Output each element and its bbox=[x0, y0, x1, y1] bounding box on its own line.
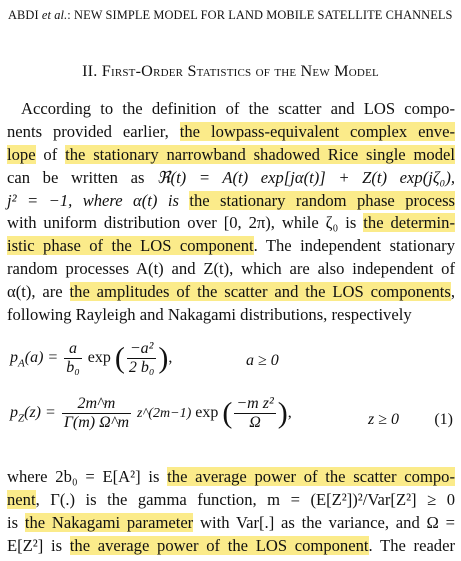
eq-pa-exp-den: 2 b₀ bbox=[128, 359, 155, 376]
p1-line-9-comma: , bbox=[450, 282, 455, 302]
p1-line-2-text: nents provided earlier, bbox=[7, 121, 180, 141]
eq-pz-num: 2m^m bbox=[62, 395, 131, 414]
eq-pz-sub: Z bbox=[18, 412, 25, 425]
p1-line-4 bbox=[7, 167, 455, 190]
p1-line-9-text: α(t), are bbox=[7, 282, 70, 302]
p1-line-5 bbox=[7, 190, 455, 213]
p2-line-1-text: where 2b₀ = E[A²] is bbox=[7, 467, 168, 486]
p1-line-8-text: random processes A(t) and Z(t), which are also independent of bbox=[7, 259, 455, 279]
paragraph-2 bbox=[7, 466, 455, 558]
highlight-random-phase-process: the stationary random phase process bbox=[189, 190, 455, 210]
equation-number: (1) bbox=[434, 411, 453, 428]
section-title bbox=[0, 62, 461, 81]
p2-line-4-text-b: . The reader bbox=[368, 535, 455, 555]
p1-line-6-text: with uniform distribution over [0, 2π), while ζ₀ is bbox=[7, 213, 364, 233]
highlight-complex-envelope-2: lope bbox=[7, 144, 36, 164]
highlight-complex-envelope-1: the lowpass-equivalent complex enve- bbox=[179, 121, 455, 141]
envelope-formula: ℜ(t) = A(t) exp[jα(t)] + Z(t) exp(jζ₀), bbox=[157, 167, 456, 187]
p1-line-2 bbox=[7, 121, 455, 144]
eq-pa-rparen: ) bbox=[158, 341, 169, 375]
p2-line-2 bbox=[7, 489, 455, 512]
highlight-deterministic-phase-2: istic phase of the LOS component bbox=[7, 236, 254, 256]
p2-line-3 bbox=[7, 512, 455, 535]
highlight-los-power: the average power of the LOS component bbox=[69, 535, 369, 555]
p1-line-5-text: j² = −1, where α(t) is bbox=[7, 190, 190, 210]
eq-pz-symbol: p bbox=[10, 404, 18, 422]
eq-pz-frac bbox=[62, 395, 131, 432]
eq-pa-num: a bbox=[64, 340, 82, 359]
eq-pz-exp-den: Ω bbox=[249, 414, 261, 431]
eq-pa-exp-num: −a² bbox=[127, 340, 157, 359]
p1-line-3-text: of bbox=[35, 144, 66, 164]
p1-line-3 bbox=[7, 144, 455, 167]
eq-pa-symbol: p bbox=[10, 349, 18, 367]
p1-line-9 bbox=[7, 281, 455, 304]
eq-pa-den: b₀ bbox=[66, 359, 80, 376]
p1-line-8 bbox=[7, 258, 455, 281]
p1-line-7-text: . The independent stationary bbox=[253, 236, 456, 256]
highlight-deterministic-phase-1: the determin- bbox=[363, 213, 455, 233]
p2-line-3-text-a: is bbox=[7, 512, 25, 532]
eq-pa-frac bbox=[64, 340, 82, 377]
running-head bbox=[8, 8, 458, 23]
eq-pz-condition: z ≥ 0 bbox=[368, 411, 400, 428]
eq-pz-exp-frac bbox=[234, 395, 275, 432]
eq-pa-exp: exp bbox=[87, 349, 111, 367]
highlight-nakagami-parameter: the Nakagami parameter bbox=[24, 512, 194, 532]
running-head-title: : NEW SIMPLE MODEL FOR LAND MOBILE SATELLITE CHANNELS bbox=[67, 8, 453, 22]
eq-pa-sub: A bbox=[18, 357, 25, 370]
eq-pa-exp-frac bbox=[127, 340, 157, 377]
eq-pa-lparen: ( bbox=[114, 341, 125, 375]
eq-pa-arg: (a) = bbox=[24, 349, 59, 367]
running-head-etal: et al. bbox=[41, 8, 68, 22]
p1-line-6 bbox=[7, 212, 455, 235]
p1-line-7 bbox=[7, 235, 455, 258]
running-head-authors: ABDI bbox=[8, 8, 39, 22]
eq-pz-rparen: ) bbox=[277, 396, 288, 430]
equation-pa bbox=[10, 340, 455, 384]
p1-line-4-text: can be written as bbox=[7, 167, 158, 187]
p2-line-4-text-a: E[Z²] is bbox=[7, 535, 70, 555]
eq-pz-lparen: ( bbox=[222, 396, 233, 430]
eq-pz-exp: exp bbox=[195, 404, 219, 422]
eq-pz-comma: , bbox=[287, 404, 292, 422]
eq-pz-power: z^(2m−1) bbox=[137, 406, 192, 422]
p2-line-4 bbox=[7, 535, 455, 558]
equation-pz bbox=[10, 395, 455, 447]
p1-line-10-text: following Rayleigh and Nakagami distributions, respectively bbox=[7, 305, 412, 325]
p1-line-10 bbox=[7, 304, 455, 327]
section-title-text: II. First-Order Statistics of the New Model bbox=[82, 62, 379, 80]
highlight-scatter-power-1: the average power of the scatter compo- bbox=[167, 467, 455, 486]
p1-line-1 bbox=[7, 98, 455, 121]
highlight-shadowed-rice-model: the stationary narrowband shadowed Rice single model bbox=[65, 144, 455, 164]
eq-pz-den: Γ(m) Ω^m bbox=[63, 414, 129, 431]
p2-line-3-text-b: with Var[.] as the variance, and Ω = bbox=[193, 512, 455, 532]
p2-line-1 bbox=[7, 466, 455, 489]
highlight-amplitudes: the amplitudes of the scatter and the LOS components bbox=[69, 282, 451, 302]
paragraph-1 bbox=[7, 98, 455, 327]
p1-line-1-text: According to the definition of the scatter and LOS compo- bbox=[21, 99, 455, 118]
eq-pz-exp-num: −m z² bbox=[236, 395, 274, 412]
eq-pa-comma: , bbox=[168, 349, 173, 367]
highlight-scatter-power-2: nent bbox=[7, 489, 36, 509]
p2-line-2-text: , Γ(.) is the gamma function, m = (E[Z²])²/Var[Z²] ≥ 0 bbox=[35, 489, 455, 509]
eq-pa-condition: a ≥ 0 bbox=[246, 352, 279, 369]
eq-pz-arg: (z) = bbox=[24, 404, 56, 422]
